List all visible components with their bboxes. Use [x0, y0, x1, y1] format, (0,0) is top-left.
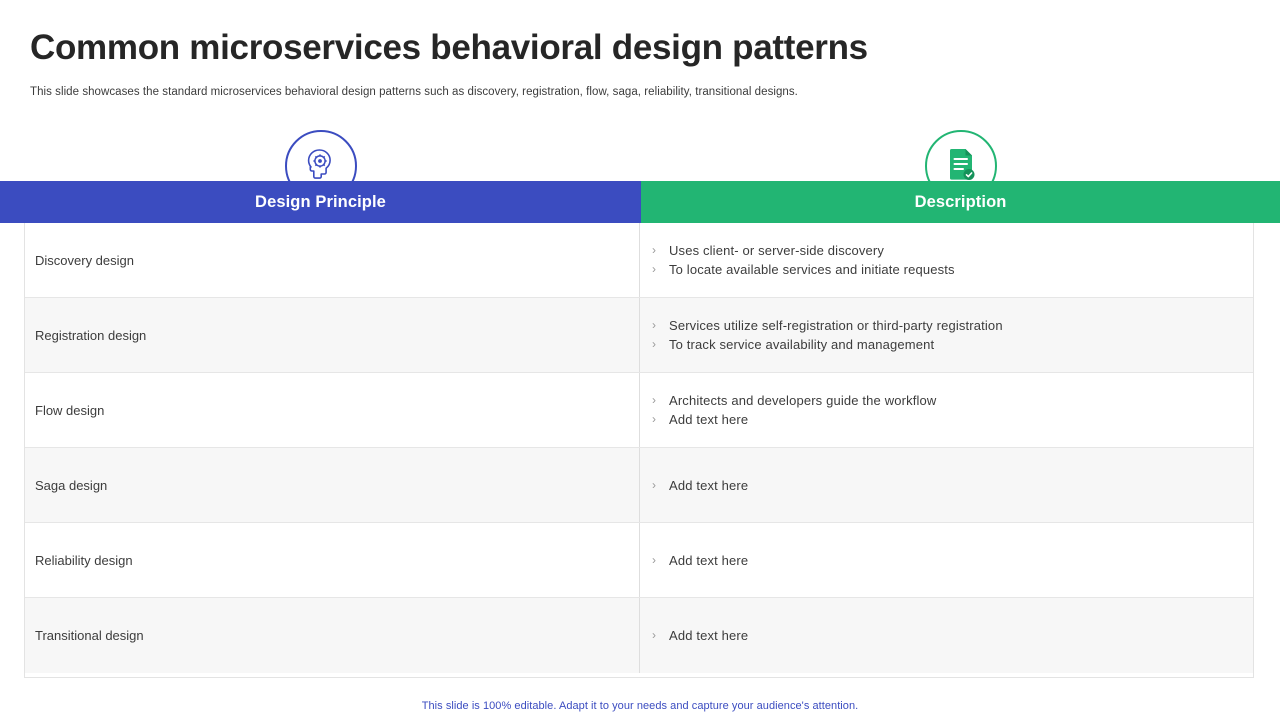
cell-design-principle: Registration design	[24, 298, 640, 372]
page-subtitle: This slide showcases the standard microservices behavioral design patterns such as discovery, registration, flow, saga, reliability, transitional designs.	[30, 86, 798, 98]
cell-design-principle: Transitional design	[24, 598, 640, 673]
list-item: › Add text here	[652, 552, 749, 568]
chevron-right-icon: ›	[652, 262, 656, 276]
cell-design-principle: Discovery design	[24, 223, 640, 297]
chevron-right-icon: ›	[652, 393, 656, 407]
table-header-design-principle: Design Principle	[0, 181, 641, 223]
list-item: › To track service availability and management	[652, 337, 935, 352]
cell-description	[640, 223, 1253, 297]
cell-description	[640, 373, 1253, 447]
list-item: › Services utilize self-registration or third-party registration	[652, 318, 1003, 333]
patterns-table	[0, 181, 1280, 673]
list-item: › Add text here	[652, 412, 749, 427]
chevron-right-icon: ›	[652, 318, 656, 332]
chevron-right-icon: ›	[652, 243, 656, 257]
table-row	[24, 448, 1254, 523]
cell-design-principle: Flow design	[24, 373, 640, 447]
chevron-right-icon: ›	[652, 412, 656, 426]
cell-description	[640, 523, 1253, 597]
chevron-right-icon: ›	[652, 552, 656, 567]
chevron-right-icon: ›	[652, 337, 656, 351]
table-row	[24, 373, 1254, 448]
chevron-right-icon: ›	[652, 628, 656, 642]
chevron-right-icon: ›	[652, 477, 656, 492]
cell-design-principle: Saga design	[24, 448, 640, 522]
cell-description	[640, 448, 1253, 522]
table-row	[24, 523, 1254, 598]
list-item: › To locate available services and initiate requests	[652, 262, 955, 277]
cell-design-principle: Reliability design	[24, 523, 640, 597]
list-item: › Add text here	[652, 477, 749, 493]
table-body	[24, 223, 1254, 673]
table-header-description: Description	[641, 181, 1280, 223]
list-item: › Add text here	[652, 628, 749, 643]
table-row	[24, 598, 1254, 673]
table-row	[24, 298, 1254, 373]
slide-footer-note: This slide is 100% editable. Adapt it to your needs and capture your audience's attention.	[421, 700, 859, 712]
list-item: › Architects and developers guide the workflow	[652, 393, 937, 408]
table-row	[24, 223, 1254, 298]
table-header-row	[0, 181, 1280, 223]
page-title: Common microservices behavioral design patterns	[30, 28, 868, 67]
cell-description	[640, 298, 1253, 372]
list-item: › Uses client- or server-side discovery	[652, 243, 885, 258]
cell-description	[640, 598, 1253, 673]
